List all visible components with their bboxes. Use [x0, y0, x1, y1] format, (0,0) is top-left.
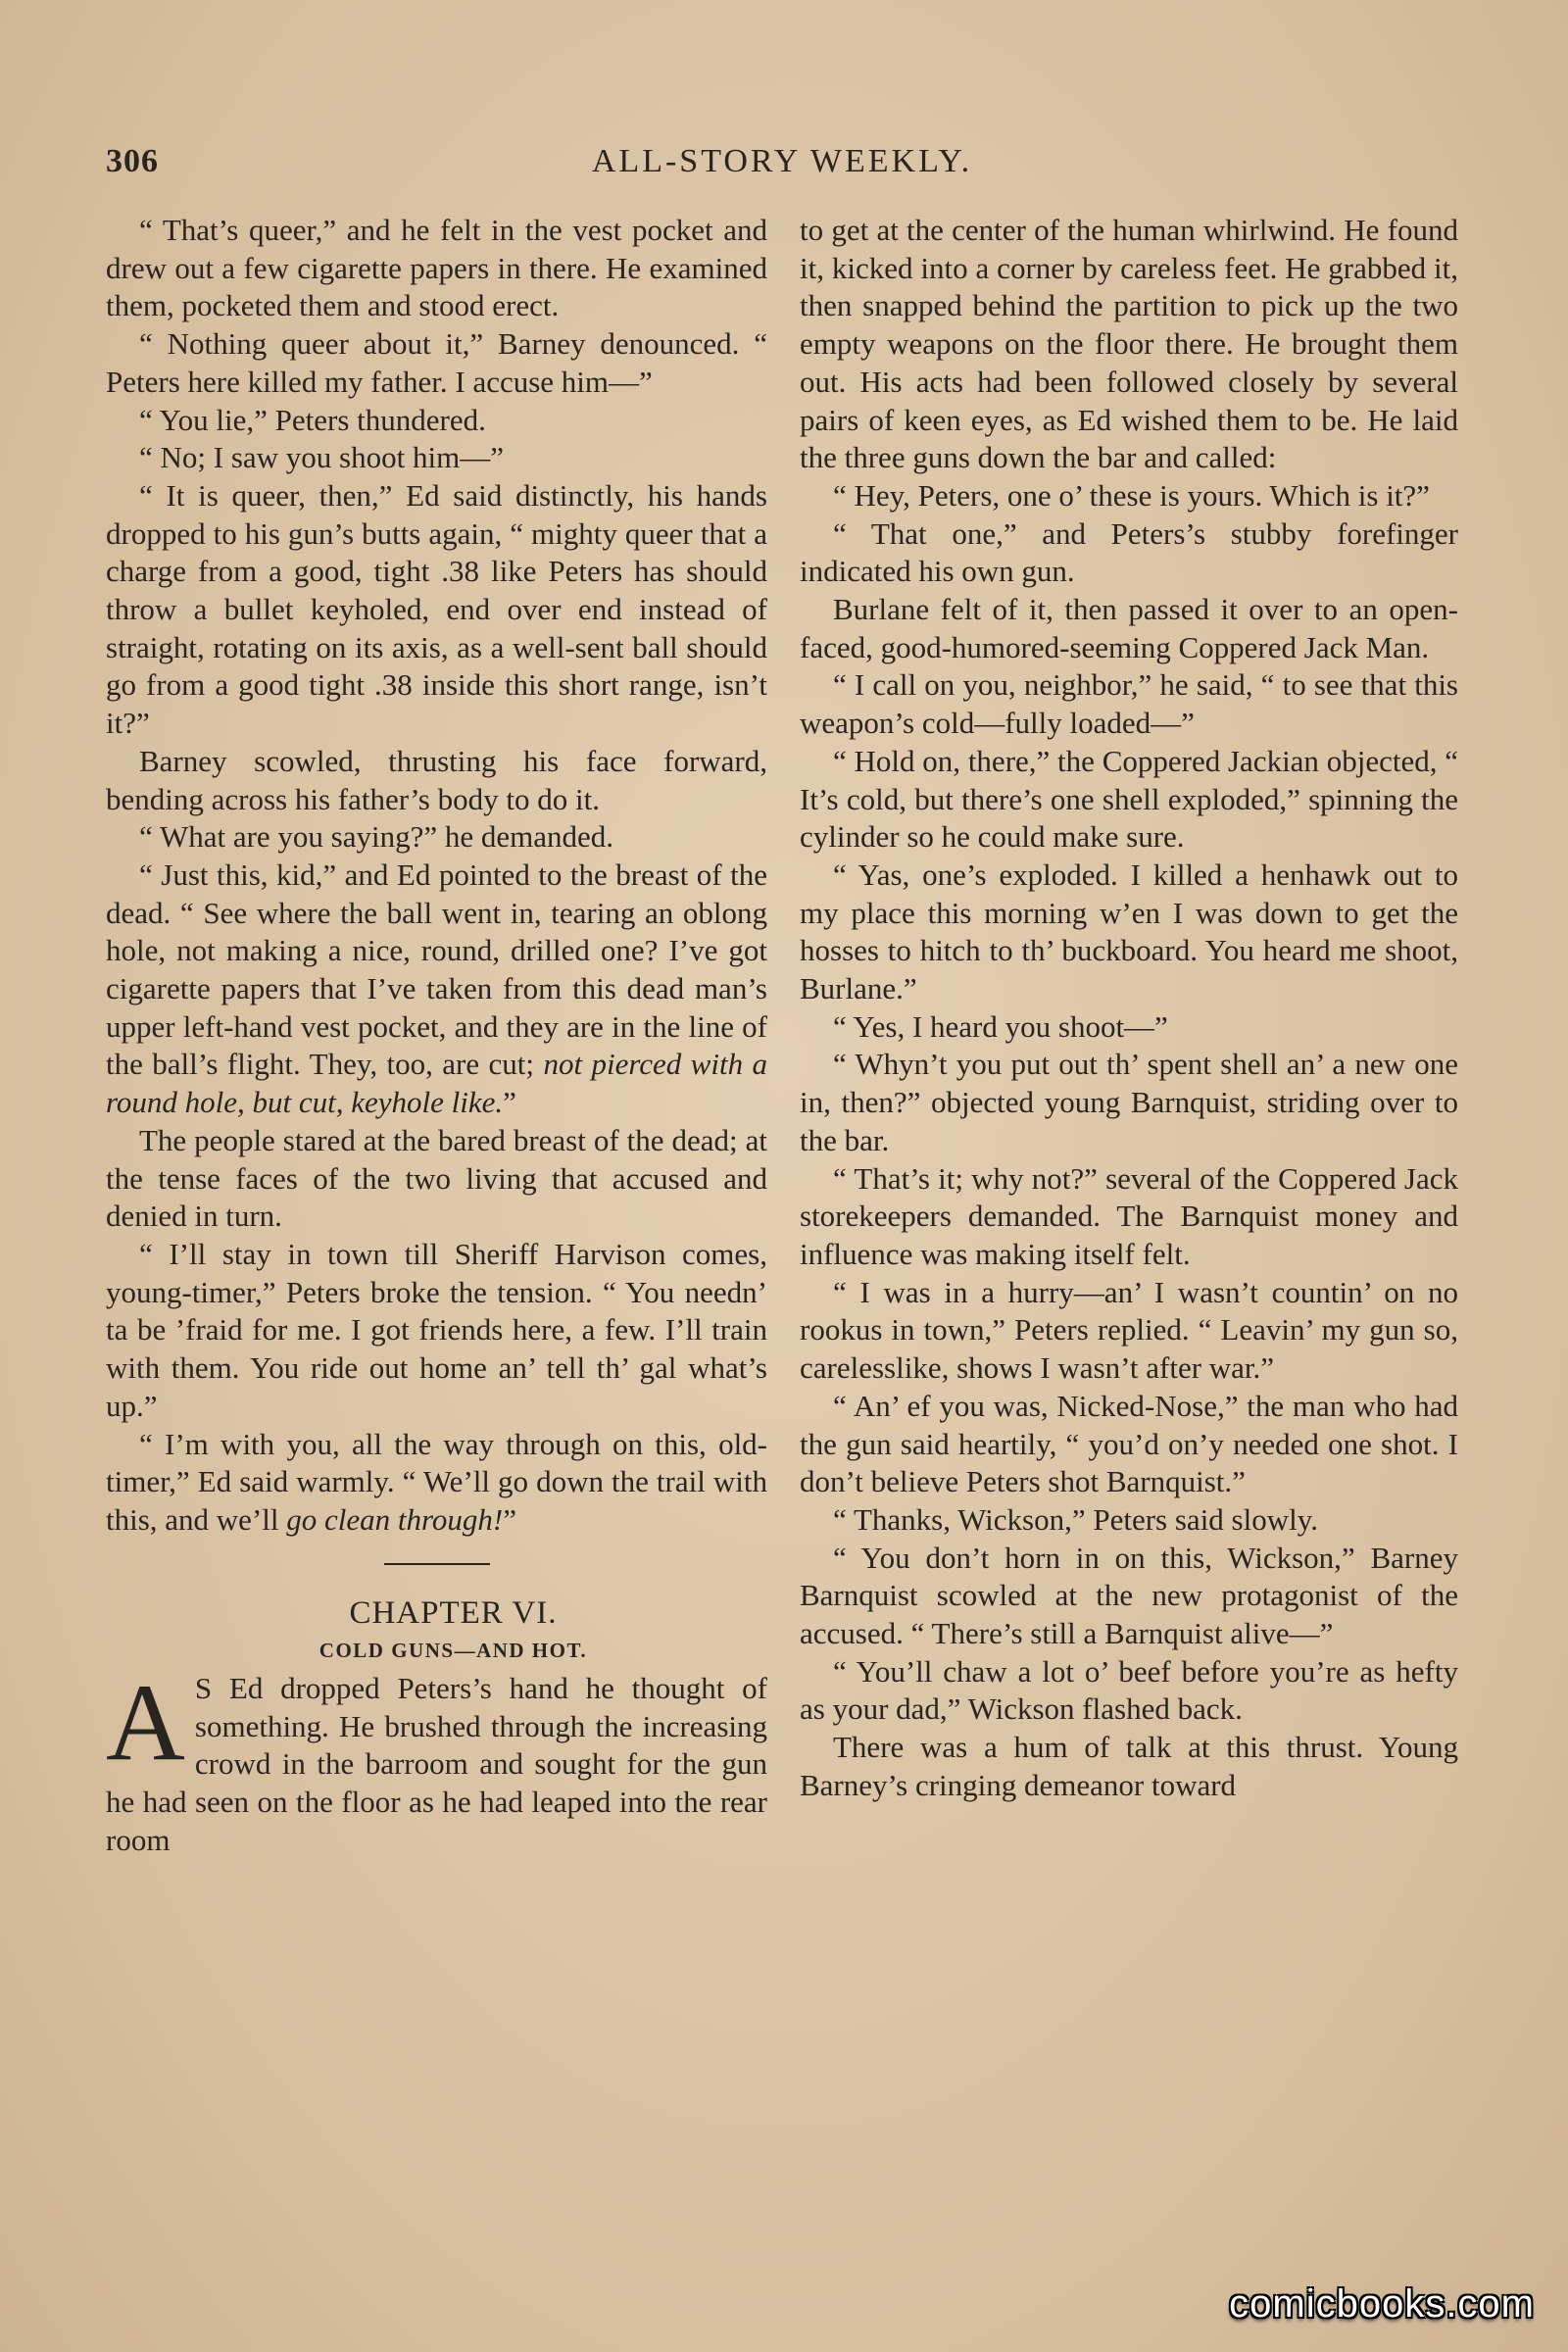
paragraph: “ I was in a hurry—an’ I wasn’t countin’ on no rookus in town,” Peters replied. “ Leavin’ my gun so, carelesslike, shows I wasn’t after war.” [800, 1274, 1458, 1386]
paragraph: Burlane felt of it, then passed it over to an open-faced, good-humored-seeming Coppered Jack Man. [800, 592, 1458, 664]
paragraph-text: “ I’m with you, all the way through on this, old-timer,” Ed said warmly. “ We’ll go down the trail with this, and we’ll [106, 1426, 767, 1537]
paragraph: “ Yes, I heard you shoot—” [833, 1008, 1168, 1044]
page-header [106, 137, 1458, 196]
paragraph: “ Hold on, there,” the Coppered Jackian objected, “ It’s cold, but there’s one shell exploded,” spinning the cylinder so he could make sure. [800, 743, 1458, 855]
paragraph-text: S Ed dropped Peters’s hand he thought of something. He brushed through the increasing crowd in the barroom and sought for the gun he had seen on the floor as he had leaped into the rear room [106, 1671, 767, 1857]
paragraph-text: “ Just this, kid,” and Ed pointed to the breast of the dead. “ See where the ball went in, tearing an oblong hole, not making a nice, round, drilled one? I’ve got cigarette papers that I’ve taken from this dead man’s upper left-hand vest pocket, and they are in the line of the ball’s flight. They, too, are cut; [106, 857, 767, 1082]
paragraph: “ I’ll stay in town till Sheriff Harvison comes, young-timer,” Peters broke the tension. “ You needn’ ta be ’fraid for me. I got friends here, a few. I’ll train with them. You ride out home an’ tell th’ gal what’s up.” [106, 1236, 767, 1423]
italic-text: go clean through! [286, 1501, 504, 1537]
section-divider [384, 1563, 490, 1565]
paragraph: “ It is queer, then,” Ed said distinctly, his hands dropped to his gun’s butts again, “ mighty queer that a charge from a good, tight .38 like Peters has should throw a bullet keyholed, end over end instead of straight, rotating on its axis, as a well-sent ball should go from a good tight .38 inside this short range, isn’t it?” [106, 477, 767, 741]
paragraph: “ Hey, Peters, one o’ these is yours. Which is it?” [833, 477, 1430, 513]
paragraph: “ What are you saying?” he demanded. [139, 819, 614, 855]
paragraph [106, 1426, 767, 1540]
paragraph: “ No; I saw you shoot him—” [139, 440, 504, 475]
paragraph: “ You don’t horn in on this, Wickson,” Barney Barnquist scowled at the new protagonist of the accused. “ There’s still a Barnquist alive—” [800, 1540, 1458, 1651]
page-number: 306 [106, 143, 159, 179]
paragraph: Barney scowled, thrusting his face forward, bending across his father’s body to do it. [106, 743, 767, 816]
closing-quote: ” [503, 1085, 516, 1120]
paragraph: There was a hum of talk at this thrust. Young Barney’s cringing demeanor toward [800, 1730, 1458, 1802]
running-title: ALL-STORY WEEKLY. [591, 143, 973, 179]
paragraph: The people stared at the bared breast of the dead; at the tense faces of the two living that accused and denied in turn. [106, 1122, 767, 1234]
paragraph: “ Nothing queer about it,” Barney denounced. “ Peters here killed my father. I accuse him—” [106, 326, 767, 399]
paragraph: “ That’s queer,” and he felt in the vest pocket and drew out a few cigarette papers in there. He examined them, pocketed them and stood erect. [106, 213, 767, 323]
paragraph: “ An’ ef you was, Nicked-Nose,” the man who had the gun said heartily, “ you’d on’y needed one shot. I don’t believe Peters shot Barnquist.” [800, 1388, 1458, 1499]
chapter-subtitle: COLD GUNS—AND HOT. [318, 1639, 588, 1663]
paragraph: “ I call on you, neighbor,” he said, “ to see that this weapon’s cold—fully loaded—” [800, 667, 1458, 741]
drop-cap: A [106, 1662, 185, 1785]
paragraph: “ Thanks, Wickson,” Peters said slowly. [833, 1501, 1318, 1537]
paragraph: “ Whyn’t you put out th’ spent shell an’ a new one in, then?” objected young Barnquist, striding over to the bar. [800, 1047, 1458, 1157]
watermark: comicbooks.com [1229, 2282, 1535, 2326]
chapter-title: CHAPTER VI. [349, 1594, 558, 1631]
paragraph: to get at the center of the human whirlwind. He found it, kicked into a corner by careless feet. He grabbed it, then snapped behind the partition to pick up the two empty weapons on the floor there. He brought them out. His acts had been followed closely by several pairs of keen eyes, as Ed wished them to be. He laid the three guns down the bar and called: [800, 213, 1458, 475]
paragraph: “ That’s it; why not?” several of the Coppered Jack storekeepers demanded. The Barnquist money and influence was making itself felt. [800, 1160, 1458, 1271]
paragraph [106, 857, 767, 1122]
closing-quote: ” [503, 1501, 516, 1537]
paragraph: “ Yas, one’s exploded. I killed a henhawk out to my place this morning w’en I was down to get the hosses to hitch to th’ buckboard. You heard me shoot, Burlane.” [800, 857, 1458, 1006]
right-column [800, 212, 1458, 1805]
paragraph: “ That one,” and Peters’s stubby forefinger indicated his own gun. [800, 515, 1458, 589]
left-column [106, 212, 767, 1860]
italic-text: not pierced with a round hole, but cut, keyhole like. [106, 1047, 768, 1120]
paragraph: “ You’ll chaw a lot o’ beef before you’re as hefty as your dad,” Wickson flashed back. [800, 1653, 1458, 1727]
paragraph: “ You lie,” Peters thundered. [139, 402, 486, 437]
chapter-opening-paragraph [106, 1662, 767, 1860]
